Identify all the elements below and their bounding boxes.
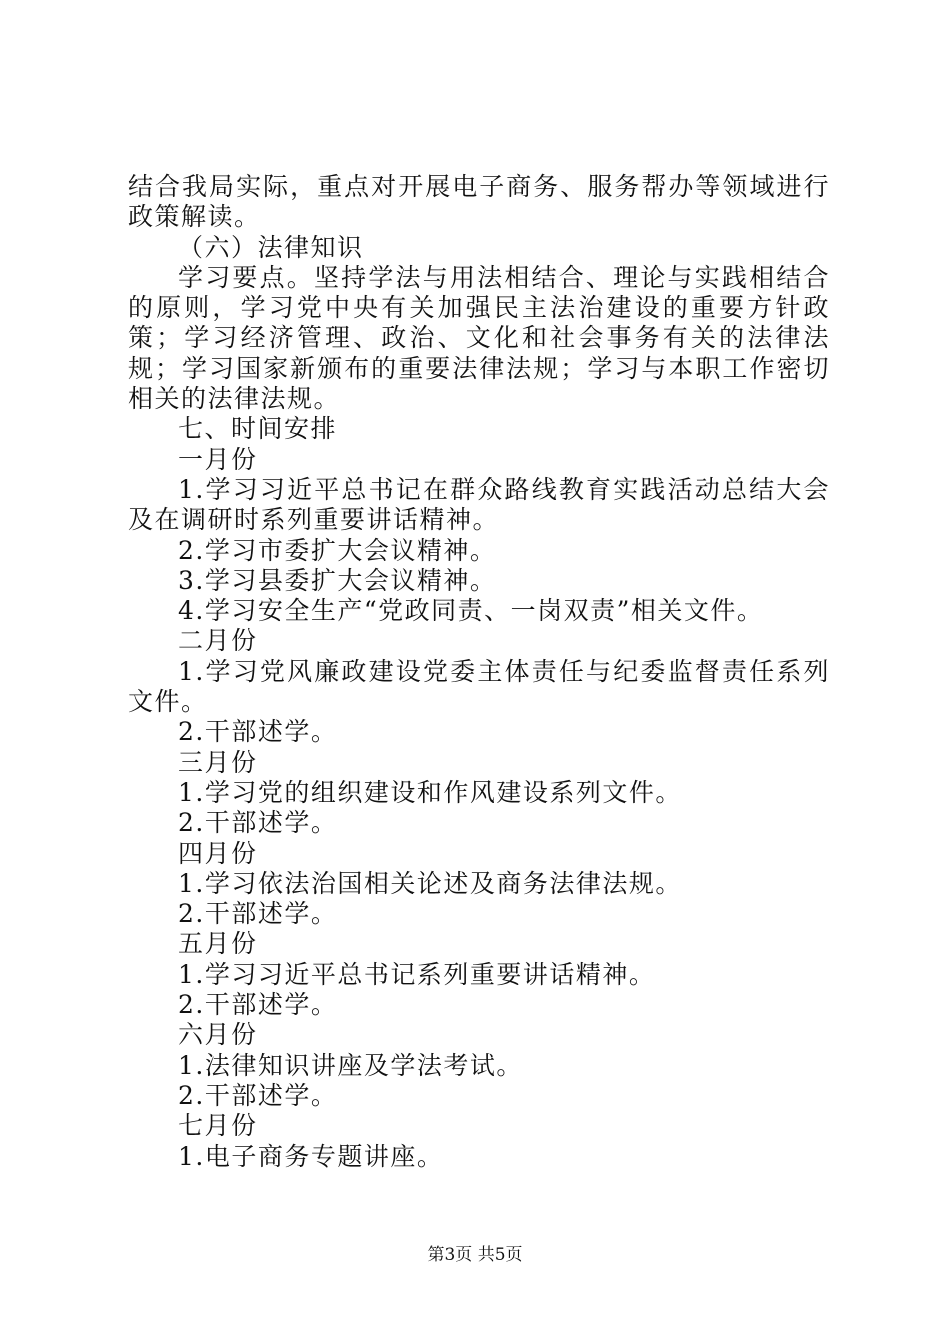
month-heading: 二月份 [178, 626, 258, 656]
body-paragraph: 学习要点。坚持学法与用法相结合、理论与实践相结合的原则，学习党中央有关加强民主法治建设的重要方针政策；学习经济管理、政治、文化和社会事务有关的法律法规；学习国家新颁布的重要法律法规；学习与本职工作密切相关的法律法规。 [128, 262, 830, 414]
month-heading: 四月份 [178, 838, 258, 868]
month-heading: 六月份 [178, 1020, 258, 1050]
body-paragraph: 结合我局实际，重点对开展电子商务、服务帮办等领域进行政策解读。 [128, 172, 830, 232]
list-item: 2.干部述学。 [178, 899, 338, 929]
list-item: 2.干部述学。 [178, 1080, 338, 1110]
month-heading: 七月份 [178, 1111, 258, 1141]
list-item: 1.学习党的组织建设和作风建设系列文件。 [178, 777, 682, 807]
page-number: 第3页 共5页 [427, 1245, 523, 1265]
list-item: 1.学习习近平总书记系列重要讲话精神。 [178, 959, 656, 989]
month-heading: 一月份 [178, 444, 258, 474]
list-item: 4.学习安全生产“党政同责、一岗双责”相关文件。 [178, 596, 764, 626]
document-body [128, 172, 830, 1172]
list-item: 1.学习党风廉政建设党委主体责任与纪委监督责任系列文件。 [128, 656, 830, 717]
list-item: 1.学习习近平总书记在群众路线教育实践活动总结大会及在调研时系列重要讲话精神。 [128, 474, 830, 535]
list-item: 2.学习市委扩大会议精神。 [178, 535, 497, 565]
month-heading: 五月份 [178, 929, 258, 959]
list-item: 2.干部述学。 [178, 717, 338, 747]
page-footer [0, 1244, 950, 1266]
month-heading: 三月份 [178, 747, 258, 777]
list-item: 1.法律知识讲座及学法考试。 [178, 1050, 523, 1080]
section-heading-schedule: 七、时间安排 [178, 414, 338, 444]
list-item: 1.电子商务专题讲座。 [178, 1141, 444, 1171]
list-item: 1.学习依法治国相关论述及商务法律法规。 [178, 868, 682, 898]
list-item: 3.学习县委扩大会议精神。 [178, 565, 497, 595]
section-heading-law: （六）法律知识 [178, 232, 364, 262]
list-item: 2.干部述学。 [178, 808, 338, 838]
list-item: 2.干部述学。 [178, 990, 338, 1020]
